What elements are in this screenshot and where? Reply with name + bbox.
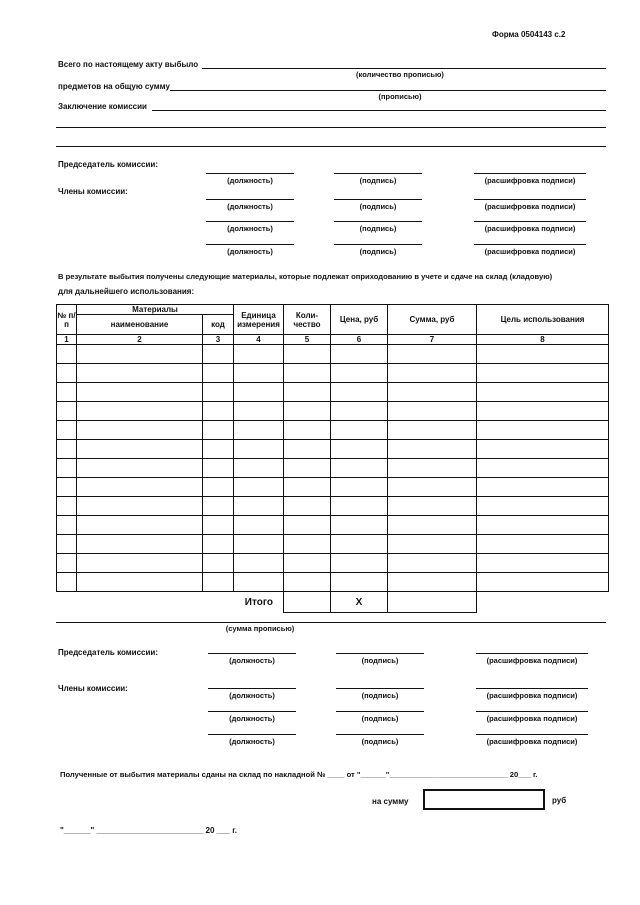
qty-cell[interactable] xyxy=(284,364,331,383)
num-cell[interactable] xyxy=(57,459,77,478)
name-cell[interactable] xyxy=(77,554,203,573)
chairman-label: Председатель комиссии: xyxy=(58,160,158,169)
code-cell[interactable] xyxy=(203,516,234,535)
table-row xyxy=(57,383,609,402)
sum-box[interactable] xyxy=(423,789,545,810)
qty-cell[interactable] xyxy=(284,554,331,573)
unit-cell[interactable] xyxy=(234,440,284,459)
member2-signature-line[interactable] xyxy=(334,221,422,222)
table-row xyxy=(57,421,609,440)
position-caption: (должность) xyxy=(229,737,275,746)
qty-cell[interactable] xyxy=(284,478,331,497)
col-number: 1 xyxy=(57,335,77,345)
col-number: 8 xyxy=(477,335,609,345)
name-cell[interactable] xyxy=(77,345,203,364)
chairman-position-line[interactable] xyxy=(206,173,294,174)
price-cell[interactable] xyxy=(331,383,388,402)
code-cell[interactable] xyxy=(203,478,234,497)
total-sum-cell[interactable] xyxy=(388,592,477,613)
header-code: код xyxy=(203,315,234,335)
total-empty xyxy=(477,592,609,613)
name-cell[interactable] xyxy=(77,573,203,592)
position-caption: (должность) xyxy=(229,691,275,700)
position-caption: (должность) xyxy=(227,247,273,256)
decoding-caption: (расшифровка подписи) xyxy=(486,656,578,665)
unit-cell[interactable] xyxy=(234,459,284,478)
decoding-caption: (расшифровка подписи) xyxy=(486,714,578,723)
num-cell[interactable] xyxy=(57,554,77,573)
purpose-cell[interactable] xyxy=(477,383,609,402)
price-cell[interactable] xyxy=(331,535,388,554)
chairman-label-2: Председатель комиссии: xyxy=(58,648,158,657)
qty-cell[interactable] xyxy=(284,402,331,421)
num-cell[interactable] xyxy=(57,364,77,383)
header-sum: Сумма, руб xyxy=(388,305,477,335)
member3-decoding-line[interactable] xyxy=(474,244,586,245)
position-caption: (должность) xyxy=(227,176,273,185)
member5-signature-line[interactable] xyxy=(336,711,424,712)
sum-cell[interactable] xyxy=(388,554,477,573)
table-row xyxy=(57,364,609,383)
sum-cell[interactable] xyxy=(388,345,477,364)
purpose-cell[interactable] xyxy=(477,440,609,459)
unit-cell[interactable] xyxy=(234,554,284,573)
unit-cell[interactable] xyxy=(234,364,284,383)
price-cell[interactable] xyxy=(331,345,388,364)
sum-cell[interactable] xyxy=(388,421,477,440)
qty-cell[interactable] xyxy=(284,516,331,535)
member1-signature-line[interactable] xyxy=(334,199,422,200)
unit-cell[interactable] xyxy=(234,345,284,364)
num-cell[interactable] xyxy=(57,573,77,592)
table-row xyxy=(57,345,609,364)
unit-cell[interactable] xyxy=(234,402,284,421)
decoding-caption: (расшифровка подписи) xyxy=(486,737,578,746)
commission-conclusion-label: Заключение комиссии xyxy=(58,102,147,111)
col-number: 4 xyxy=(234,335,284,345)
purpose-cell[interactable] xyxy=(477,402,609,421)
rub-label: руб xyxy=(552,796,567,805)
total-retired-line[interactable] xyxy=(202,68,606,69)
qty-cell[interactable] xyxy=(284,573,331,592)
price-cell[interactable] xyxy=(331,421,388,440)
member6-position-line[interactable] xyxy=(208,734,296,735)
table-row xyxy=(57,478,609,497)
signature-caption: (подпись) xyxy=(359,202,397,211)
position-caption: (должность) xyxy=(229,656,275,665)
name-cell[interactable] xyxy=(77,402,203,421)
unit-cell[interactable] xyxy=(234,516,284,535)
conclusion-line-2[interactable] xyxy=(56,127,606,128)
materials-table xyxy=(56,304,609,613)
code-cell[interactable] xyxy=(203,364,234,383)
sum-cell[interactable] xyxy=(388,535,477,554)
sum-cell[interactable] xyxy=(388,497,477,516)
materials-intro: В результате выбытия получены следующие материалы, которые подлежат оприходованию в учете и сдаче на склад (кладовую) xyxy=(58,272,553,281)
num-cell[interactable] xyxy=(57,345,77,364)
signature-caption: (подпись) xyxy=(359,247,397,256)
table-row xyxy=(57,440,609,459)
member1-position-line[interactable] xyxy=(206,199,294,200)
signature-caption: (подпись) xyxy=(361,691,399,700)
decoding-caption: (расшифровка подписи) xyxy=(484,202,576,211)
member5-decoding-line[interactable] xyxy=(476,711,588,712)
members-label-2: Члены комиссии: xyxy=(58,684,128,693)
qty-cell[interactable] xyxy=(284,535,331,554)
members-label: Члены комиссии: xyxy=(58,187,128,196)
member5-position-line[interactable] xyxy=(208,711,296,712)
sum-cell[interactable] xyxy=(388,364,477,383)
num-cell[interactable] xyxy=(57,497,77,516)
member3-position-line[interactable] xyxy=(206,244,294,245)
chairman2-signature-line[interactable] xyxy=(336,653,424,654)
header-num: № п/п xyxy=(57,305,77,335)
signature-caption: (подпись) xyxy=(359,224,397,233)
sum-cell[interactable] xyxy=(388,478,477,497)
for-sum-label: на сумму xyxy=(372,797,409,806)
table-row xyxy=(57,516,609,535)
name-cell[interactable] xyxy=(77,440,203,459)
items-total-sum-line[interactable] xyxy=(170,90,606,91)
decoding-caption: (расшифровка подписи) xyxy=(486,691,578,700)
unit-cell[interactable] xyxy=(234,573,284,592)
table-row xyxy=(57,497,609,516)
name-cell[interactable] xyxy=(77,364,203,383)
date-line: "______" ________________________ 20 ___ г. xyxy=(60,826,237,835)
header-materials: Материалы xyxy=(77,305,234,315)
num-cell[interactable] xyxy=(57,421,77,440)
qty-cell[interactable] xyxy=(284,459,331,478)
position-caption: (должность) xyxy=(227,224,273,233)
member1-decoding-line[interactable] xyxy=(474,199,586,200)
items-total-sum-label: предметов на общую сумму xyxy=(58,82,170,91)
chairman2-decoding-line[interactable] xyxy=(476,653,588,654)
purpose-cell[interactable] xyxy=(477,497,609,516)
total-label: Итого xyxy=(57,592,284,613)
unit-cell[interactable] xyxy=(234,478,284,497)
unit-cell[interactable] xyxy=(234,535,284,554)
total-retired-label: Всего по настоящему акту выбыло xyxy=(58,60,199,69)
qty-cell[interactable] xyxy=(284,421,331,440)
total-qty-cell[interactable] xyxy=(284,592,331,613)
decoding-caption: (расшифровка подписи) xyxy=(484,176,576,185)
signature-caption: (подпись) xyxy=(359,176,397,185)
conclusion-line-3[interactable] xyxy=(56,146,606,147)
code-cell[interactable] xyxy=(203,554,234,573)
col-number: 3 xyxy=(203,335,234,345)
member4-signature-line[interactable] xyxy=(336,688,424,689)
unit-cell[interactable] xyxy=(234,421,284,440)
qty-cell[interactable] xyxy=(284,345,331,364)
purpose-cell[interactable] xyxy=(477,421,609,440)
name-cell[interactable] xyxy=(77,459,203,478)
table-row xyxy=(57,535,609,554)
table-row xyxy=(57,402,609,421)
name-cell[interactable] xyxy=(77,478,203,497)
table-body xyxy=(57,345,609,592)
code-cell[interactable] xyxy=(203,345,234,364)
code-cell[interactable] xyxy=(203,402,234,421)
chairman-signature-line[interactable] xyxy=(334,173,422,174)
price-cell[interactable] xyxy=(331,554,388,573)
signature-caption: (подпись) xyxy=(361,714,399,723)
name-cell[interactable] xyxy=(77,421,203,440)
table-row xyxy=(57,554,609,573)
purpose-cell[interactable] xyxy=(477,573,609,592)
chairman2-position-line[interactable] xyxy=(208,653,296,654)
member6-signature-line[interactable] xyxy=(336,734,424,735)
price-cell[interactable] xyxy=(331,440,388,459)
unit-cell[interactable] xyxy=(234,383,284,402)
table-row xyxy=(57,459,609,478)
code-cell[interactable] xyxy=(203,497,234,516)
price-cell[interactable] xyxy=(331,573,388,592)
qty-cell[interactable] xyxy=(284,497,331,516)
num-cell[interactable] xyxy=(57,535,77,554)
price-cell[interactable] xyxy=(331,364,388,383)
num-cell[interactable] xyxy=(57,383,77,402)
price-cell[interactable] xyxy=(331,459,388,478)
quantity-words-caption: (количество прописью) xyxy=(356,70,444,79)
price-cell[interactable] xyxy=(331,516,388,535)
member4-position-line[interactable] xyxy=(208,688,296,689)
purpose-cell[interactable] xyxy=(477,364,609,383)
code-cell[interactable] xyxy=(203,459,234,478)
in-words-caption: (прописью) xyxy=(378,92,422,101)
signature-caption: (подпись) xyxy=(361,737,399,746)
header-name: наименование xyxy=(77,315,203,335)
purpose-cell[interactable] xyxy=(477,478,609,497)
member2-position-line[interactable] xyxy=(206,221,294,222)
sum-cell[interactable] xyxy=(388,383,477,402)
materials-intro-2: для дальнейшего использования: xyxy=(58,287,195,296)
position-caption: (должность) xyxy=(227,202,273,211)
sum-cell[interactable] xyxy=(388,573,477,592)
purpose-cell[interactable] xyxy=(477,345,609,364)
num-cell[interactable] xyxy=(57,516,77,535)
purpose-cell[interactable] xyxy=(477,554,609,573)
position-caption: (должность) xyxy=(229,714,275,723)
col-number: 2 xyxy=(77,335,203,345)
sum-cell[interactable] xyxy=(388,402,477,421)
decoding-caption: (расшифровка подписи) xyxy=(484,224,576,233)
code-cell[interactable] xyxy=(203,383,234,402)
col-number: 7 xyxy=(388,335,477,345)
member2-decoding-line[interactable] xyxy=(474,221,586,222)
qty-cell[interactable] xyxy=(284,440,331,459)
num-cell[interactable] xyxy=(57,440,77,459)
signature-caption: (подпись) xyxy=(361,656,399,665)
chairman-decoding-line[interactable] xyxy=(474,173,586,174)
price-cell[interactable] xyxy=(331,497,388,516)
name-cell[interactable] xyxy=(77,383,203,402)
sum-in-words-line[interactable] xyxy=(56,622,606,623)
purpose-cell[interactable] xyxy=(477,516,609,535)
code-cell[interactable] xyxy=(203,440,234,459)
code-cell[interactable] xyxy=(203,535,234,554)
purpose-cell[interactable] xyxy=(477,459,609,478)
col-number: 6 xyxy=(331,335,388,345)
name-cell[interactable] xyxy=(77,535,203,554)
sum-cell[interactable] xyxy=(388,440,477,459)
sum-in-words-caption: (сумма прописью) xyxy=(225,624,295,633)
header-unit: Единица измерения xyxy=(234,305,284,335)
table-row xyxy=(57,573,609,592)
name-cell[interactable] xyxy=(77,516,203,535)
name-cell[interactable] xyxy=(77,497,203,516)
header-price: Цена, руб xyxy=(331,305,388,335)
handover-text: Полученные от выбытия материалы сданы на склад по накладной № ____ от "______"____________________________ 20___ г. xyxy=(60,770,538,779)
member4-decoding-line[interactable] xyxy=(476,688,588,689)
price-cell[interactable] xyxy=(331,402,388,421)
header-qty: Коли- чество xyxy=(284,305,331,335)
col-number: 5 xyxy=(284,335,331,345)
decoding-caption: (расшифровка подписи) xyxy=(484,247,576,256)
member3-signature-line[interactable] xyxy=(334,244,422,245)
header-purpose: Цель использования xyxy=(477,305,609,335)
purpose-cell[interactable] xyxy=(477,535,609,554)
form-code: Форма 0504143 с.2 xyxy=(492,30,566,39)
code-cell[interactable] xyxy=(203,573,234,592)
total-price-mark: X xyxy=(331,592,388,613)
qty-cell[interactable] xyxy=(284,383,331,402)
conclusion-line-1[interactable] xyxy=(152,110,606,111)
num-cell[interactable] xyxy=(57,402,77,421)
code-cell[interactable] xyxy=(203,421,234,440)
price-cell[interactable] xyxy=(331,478,388,497)
unit-cell[interactable] xyxy=(234,497,284,516)
sum-cell[interactable] xyxy=(388,516,477,535)
sum-cell[interactable] xyxy=(388,459,477,478)
num-cell[interactable] xyxy=(57,478,77,497)
member6-decoding-line[interactable] xyxy=(476,734,588,735)
